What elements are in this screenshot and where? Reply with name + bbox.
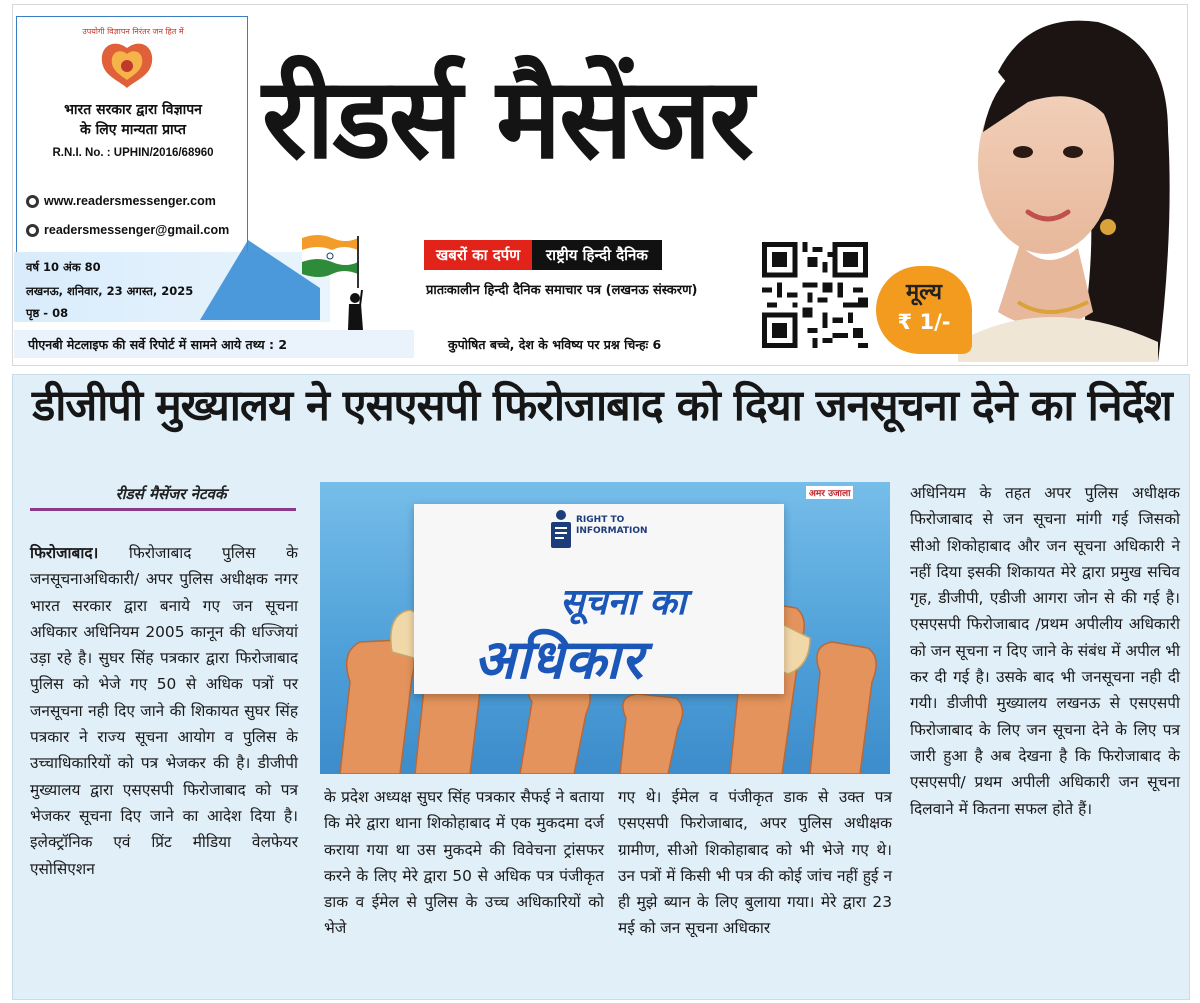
- inside-headline-page6[interactable]: कुपोषित बच्चे, देश के भविष्य पर प्रश्न चिन्हः 6: [448, 337, 662, 352]
- article-column-4: [910, 480, 1180, 822]
- dipr-logo-icon: [92, 30, 162, 100]
- website-row: [26, 194, 216, 208]
- recognition-line1: भारत सरकार द्वारा विज्ञापन: [64, 102, 202, 118]
- tagline-bar: [424, 240, 662, 270]
- flag-icon: [298, 232, 360, 288]
- edition-subtitle: प्रातःकालीन हिन्दी दैनिक समाचार पत्र (लखनऊ संस्करण): [426, 283, 698, 298]
- tagline-black: राष्ट्रीय हिन्दी दैनिक: [532, 240, 662, 270]
- column-2-text: के प्रदेश अध्यक्ष सुघर सिंह पत्रकार सैफई ने बताया कि मेरे द्वारा थाना शिकोहाबाद में एक मुकदमा दर्ज कराया गया था उस मुकदमे की विवेचना ट्रांसफर करने के लिए मेरे द्वारा 50 से अधिक पत्र पंजीकृत डाक व ईमेल से पुलिस के उच्च अधिकारियों को भेजे: [324, 788, 604, 938]
- article-byline: रीडर्स मैसेंजर नेटवर्क: [115, 485, 227, 503]
- rti-line1: RIGHT TO: [576, 515, 625, 525]
- photo-credit-watermark: अमर उजाला: [806, 486, 853, 499]
- rti-line2: INFORMATION: [576, 526, 648, 536]
- column-1-text: फिरोजाबाद पुलिस के जनसूचनाअधिकारी/ अपर पुलिस अधीक्षक नगर भारत सरकार द्वारा बनाये गए जन सूचना अधिकार अधिनियम 2005 कानून की धज्जियां उड़ा रहे है। सुघर सिंह पत्रकार द्वारा फिरोजाबाद पुलिस को भेजे गए 50 से अधिक पत्रों पर जनसूचना नही दिए जाने की शिकायत सुघर सिंह पत्रकार ने राज्य सूचना आयोग व पुलिस के उच्चाधिकारियों को पत्र भेजकर की है। डीजीपी मुख्यालय द्वारा एसएसपी फिरोजाबाद को पत्र भेजकर सूचना दिए जाने का आदेश दिया है। इलेक्ट्रॉनिक एवं प्रिंट मीडिया वेलफेयर एसोसिएशन: [30, 544, 298, 878]
- tagline-red: खबरों का दर्पण: [424, 240, 532, 270]
- article-column-1: [30, 540, 298, 882]
- website-link[interactable]: www.readersmessenger.com: [44, 194, 216, 208]
- info-person-icon: [548, 510, 574, 550]
- issue-volume: वर्ष 10 अंक 80: [26, 260, 101, 274]
- column-3-text: गए थे। ईमेल व पंजीकृत डाक से उक्त पत्र एसएसपी फिरोजाबाद, अपर पुलिस अधीक्षक ग्रामीण, सीओ शिकोहाबाद को भी भेजे गए थे। उन पत्रों में किसी भी पत्र की कोई जांच नहीं हुई न ही मुझे ब्यान के लिए बुलाया गया। मेरे द्वारा 23 मई को जन सूचना अधिकार: [618, 788, 892, 938]
- email-link[interactable]: readersmessenger@gmail.com: [44, 223, 230, 237]
- article-column-3: [618, 784, 892, 942]
- issue-date: लखनऊ, शनिवार, 23 अगस्त, 2025: [26, 284, 194, 298]
- column-4-text: अधिनियम के तहत अपर पुलिस अधीक्षक फिरोजाबाद से जन सूचना मांगी गई जिसको सीओ शिकोहाबाद और जन सूचना अधिकारी ने नहीं दिया इसकी शिकायत मेरे द्वारा प्रमुख सचिव गृह, डीजीपी, एडीजी आगरा जोन से की गई है। एसएसपी फिरोजाबाद /प्रथम अपीलीय अधिकारी को जन सूचना न दिए जाने के संबंध में अपील भी कर दी गई है। उसके बाद भी जनसूचना नही दी गयी। डीजीपी मुख्यालय लखनऊ से एसएसपी फिरोजाबाद के लिए जन सूचना देने के लिए पत्र जारी हुआ है अब देखना है कि फिरोजाबाद के एसएसपी/ प्रथम अपीली अधिकारी जन सूचना दिलवाने में कितना सफल होते हैं।: [910, 484, 1180, 818]
- qr-code-icon[interactable]: [762, 240, 868, 350]
- price-value: ₹ 1/-: [897, 310, 951, 334]
- recognition-text: [20, 100, 246, 140]
- dateline: फिरोजाबाद।: [30, 544, 99, 562]
- rni-number: R.N.I. No. : UPHIN/2016/68960: [52, 147, 214, 159]
- issue-pages: पृष्ठ - 08: [26, 306, 69, 320]
- email-icon: [26, 224, 39, 237]
- globe-icon: [26, 195, 39, 208]
- placard-line2: अधिकार: [474, 628, 644, 691]
- placard-line1: सूचना का: [560, 582, 687, 623]
- article-headline: डीजीपी मुख्यालय ने एसएसपी फिरोजाबाद को दिया जनसूचना देने का निर्देश: [32, 381, 1172, 431]
- price-label: मूल्य: [906, 280, 942, 305]
- recognition-line2: के लिए मान्यता प्राप्त: [80, 122, 186, 138]
- rti-label: [576, 515, 648, 537]
- inside-headline-page2[interactable]: पीएनबी मेटलाइफ की सर्वे रिपोर्ट में सामने आये तथ्य : 2: [28, 337, 288, 352]
- email-row: [26, 223, 229, 237]
- logo-tagline: उपयोगी विज्ञापन निरंतर जन हित में: [82, 27, 184, 36]
- byline-rule: [30, 508, 296, 511]
- article-column-2: [324, 784, 604, 942]
- newspaper-title: रीडर्स मैसेंजर: [262, 54, 752, 184]
